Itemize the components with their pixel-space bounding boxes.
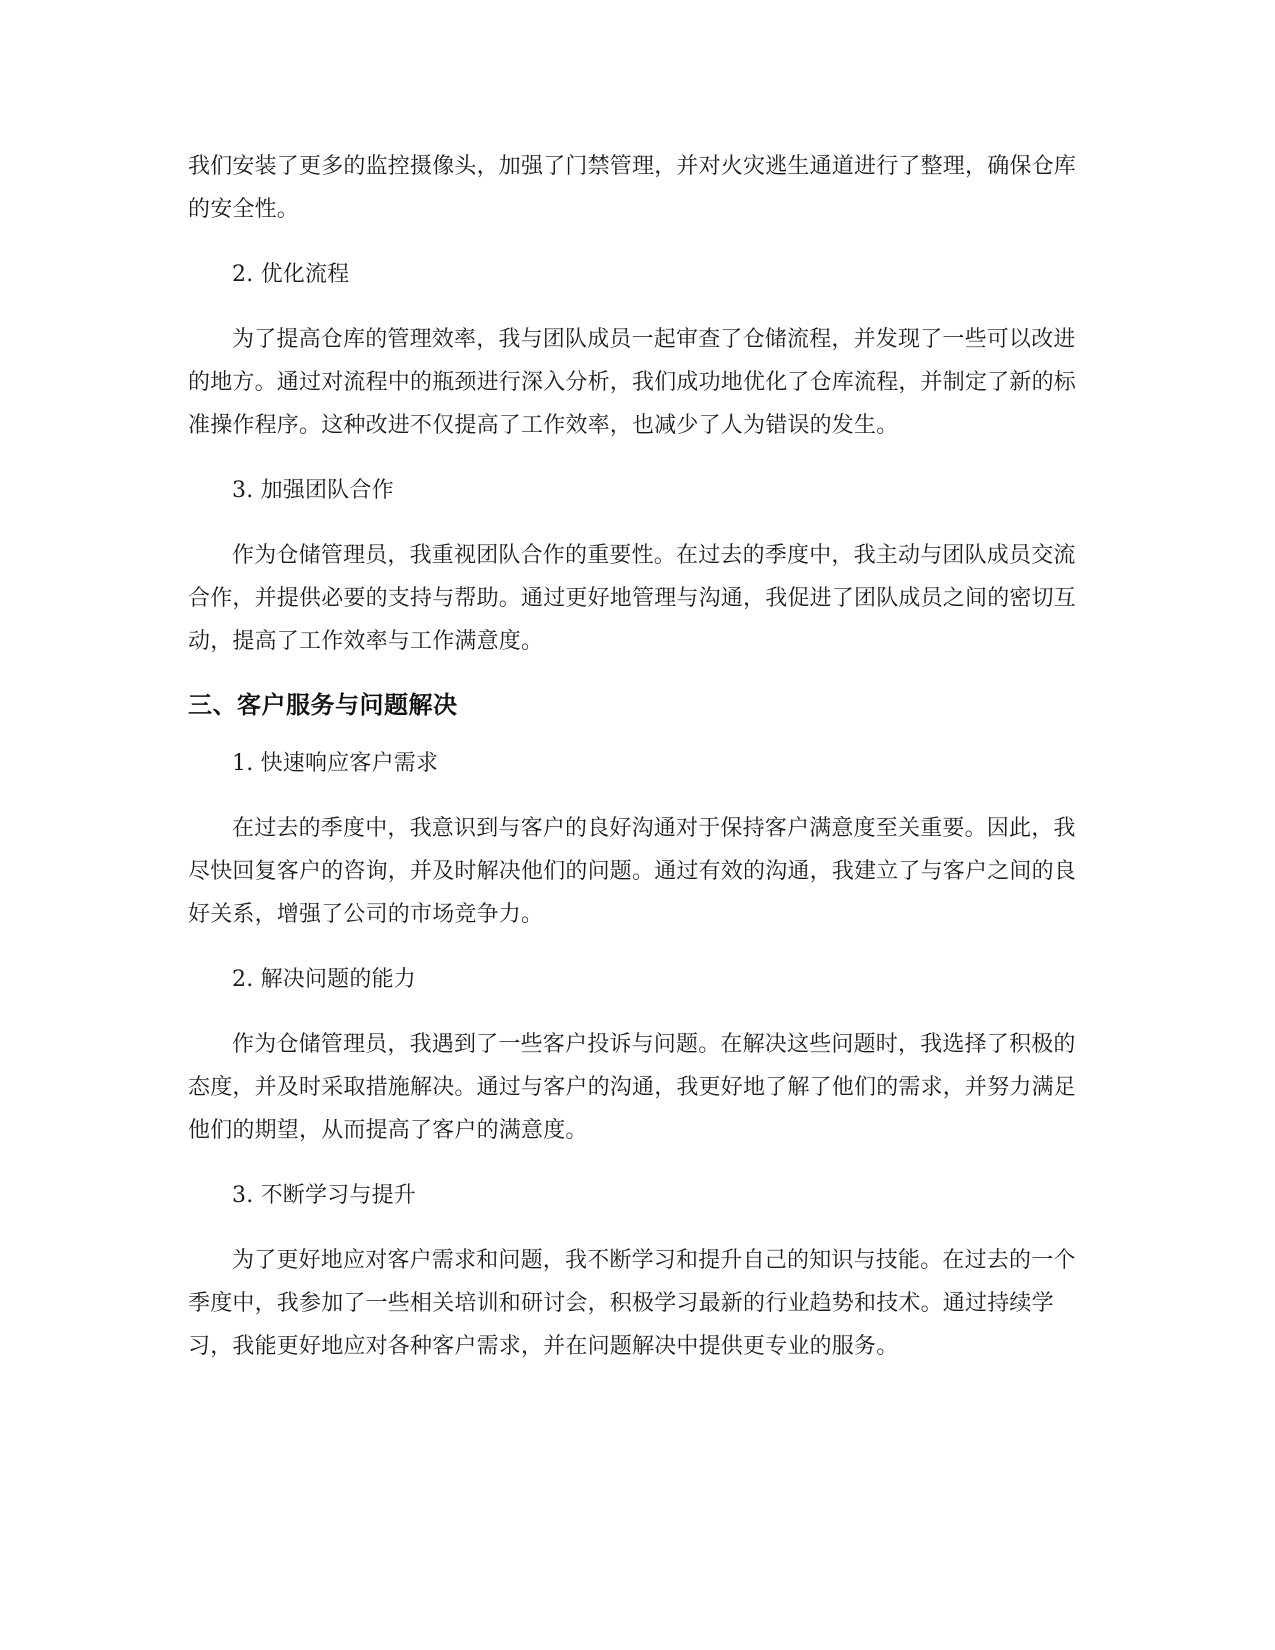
paragraph-problem-solving: 作为仓储管理员，我遇到了一些客户投诉与问题。在解决这些问题时，我选择了积极的态度，并及时采取措施解决。通过与客户的沟通，我更好地了解了他们的需求，并努力满足他们的期望，从而提高了客户的满意度。 <box>188 1032 1077 1143</box>
item-team-cooperation: 3. 加强团队合作 <box>232 478 394 503</box>
document-body <box>188 145 1088 1390</box>
item-continuous-learning: 3. 不断学习与提升 <box>232 1183 416 1208</box>
paragraph-optimize-process: 为了提高仓库的管理效率，我与团队成员一起审查了仓储流程，并发现了一些可以改进的地方。通过对流程中的瓶颈进行深入分析，我们成功地优化了仓库流程，并制定了新的标准操作程序。这种改进不仅提高了工作效率，也减少了人为错误的发生。 <box>188 327 1077 438</box>
section-heading-customer-service: 三、客户服务与问题解决 <box>188 691 458 719</box>
item-fast-response: 1. 快速响应客户需求 <box>232 751 439 776</box>
paragraph-continuous-learning: 为了更好地应对客户需求和问题，我不断学习和提升自己的知识与技能。在过去的一个季度中，我参加了一些相关培训和研讨会，积极学习最新的行业趋势和技术。通过持续学习，我能更好地应对各种客户需求，并在问题解决中提供更专业的服务。 <box>188 1248 1076 1359</box>
paragraph-security-measures: 我们安装了更多的监控摄像头，加强了门禁管理，并对火灾逃生通道进行了整理，确保仓库的安全性。 <box>188 154 1077 222</box>
paragraph-team-cooperation: 作为仓储管理员，我重视团队合作的重要性。在过去的季度中，我主动与团队成员交流合作，并提供必要的支持与帮助。通过更好地管理与沟通，我促进了团队成员之间的密切互动，提高了工作效率与工作满意度。 <box>188 543 1077 654</box>
paragraph-fast-response: 在过去的季度中，我意识到与客户的良好沟通对于保持客户满意度至关重要。因此，我尽快回复客户的咨询，并及时解决他们的问题。通过有效的沟通，我建立了与客户之间的良好关系，增强了公司的市场竞争力。 <box>188 816 1077 927</box>
item-optimize-process: 2. 优化流程 <box>232 262 350 287</box>
item-problem-solving: 2. 解决问题的能力 <box>232 967 416 992</box>
